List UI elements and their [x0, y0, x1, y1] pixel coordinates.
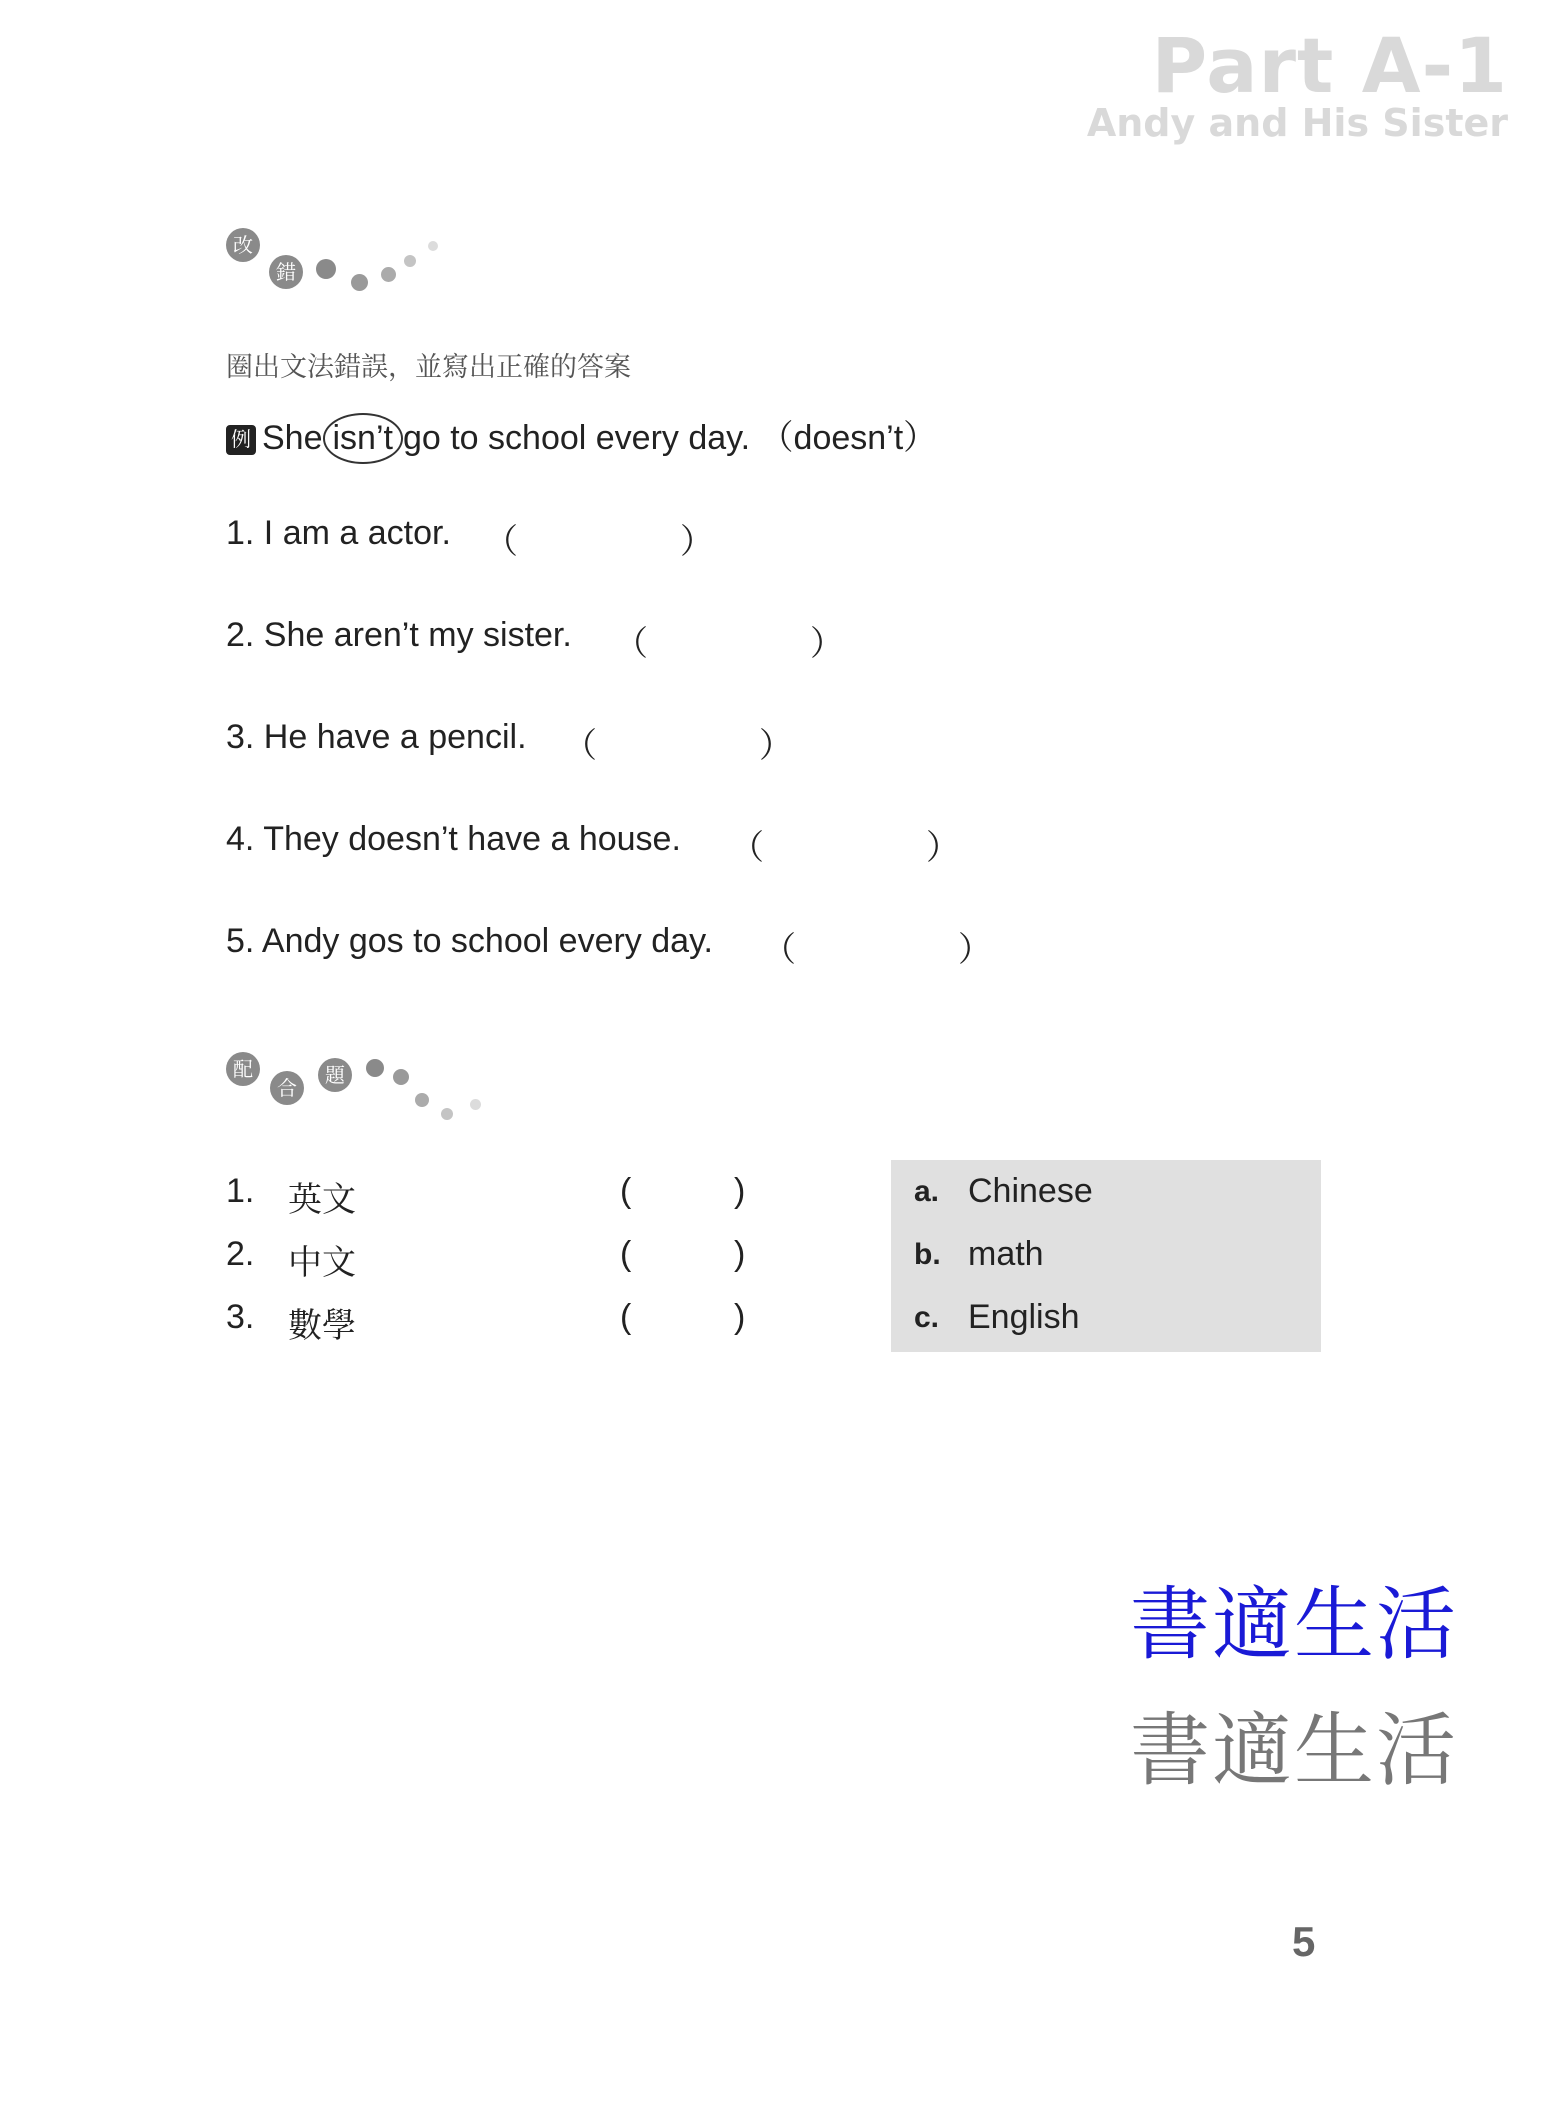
decor-dot: [366, 1059, 384, 1077]
question-4: 4. They doesn’t have a house.: [226, 820, 681, 858]
part-title: Part A-1: [1151, 21, 1508, 110]
answer-paren-close: ）: [759, 727, 793, 765]
example-marker: 例: [226, 425, 256, 455]
match-paren-open: (: [620, 1172, 632, 1210]
example-circled-error: isn’t: [323, 413, 403, 464]
decor-dot: [351, 274, 368, 291]
watermark-blue: 書適生活: [1130, 1578, 1458, 1671]
decor-dot: [428, 241, 438, 251]
decor-dot: [381, 267, 396, 282]
decor-dot: [404, 255, 416, 267]
option-text: Chinese: [968, 1172, 1093, 1210]
match-paren-close: ): [734, 1172, 746, 1210]
badge-char-1: 改: [226, 228, 260, 262]
decor-dot: [316, 259, 336, 279]
match-item-num: 1.: [226, 1172, 255, 1210]
match-paren-open: (: [620, 1298, 632, 1336]
badge-char-2: 錯: [269, 255, 303, 289]
decor-dot: [441, 1108, 453, 1120]
match-paren-close: ): [734, 1235, 746, 1273]
match-paren-open: (: [620, 1235, 632, 1273]
option-letter: b.: [914, 1238, 941, 1271]
answer-paren-open: （: [762, 931, 796, 969]
answer-paren-close: ）: [680, 523, 714, 561]
match-item-num: 3.: [226, 1298, 255, 1336]
answer-paren-open: （: [484, 523, 518, 561]
option-text: math: [968, 1235, 1044, 1273]
question-5: 5. Andy gos to school every day.: [226, 922, 713, 960]
question-2: 2. She aren’t my sister.: [226, 616, 572, 654]
watermark-gray: 書適生活: [1130, 1704, 1458, 1797]
page-number: 5: [1292, 1918, 1316, 1965]
decor-dot: [393, 1069, 409, 1085]
question-3: 3. He have a pencil.: [226, 718, 527, 756]
badge-char-2: 合: [270, 1071, 304, 1105]
answer-paren-open: （: [614, 625, 648, 663]
match-item-num: 2.: [226, 1235, 255, 1273]
example-line: [226, 410, 937, 459]
match-paren-close: ): [734, 1298, 746, 1336]
instruction-text: 圈出文法錯誤，並寫出正確的答案: [226, 352, 631, 382]
decor-dot: [415, 1093, 429, 1107]
match-item-word: 中文: [288, 1244, 356, 1282]
example-after: go to school every day.: [402, 419, 751, 457]
question-1: 1. I am a actor.: [226, 514, 451, 552]
answer-paren-close: ）: [958, 931, 992, 969]
answer-paren-close: ）: [926, 829, 960, 867]
answer-paren-open: （: [730, 829, 764, 867]
badge-char-1: 配: [226, 1052, 260, 1086]
example-answer: （doesn’t）: [759, 419, 938, 457]
answer-paren-open: （: [563, 727, 597, 765]
option-text: English: [968, 1298, 1080, 1336]
option-letter: a.: [914, 1175, 940, 1208]
option-letter: c.: [914, 1301, 940, 1334]
answer-paren-close: ）: [810, 625, 844, 663]
part-subtitle: Andy and His Sister: [1086, 101, 1508, 145]
example-before: She: [262, 419, 323, 457]
match-item-word: 數學: [288, 1307, 356, 1345]
match-item-word: 英文: [288, 1181, 356, 1219]
decor-dot: [470, 1099, 481, 1110]
badge-char-3: 題: [318, 1058, 352, 1092]
match-options-box: [891, 1160, 1321, 1352]
